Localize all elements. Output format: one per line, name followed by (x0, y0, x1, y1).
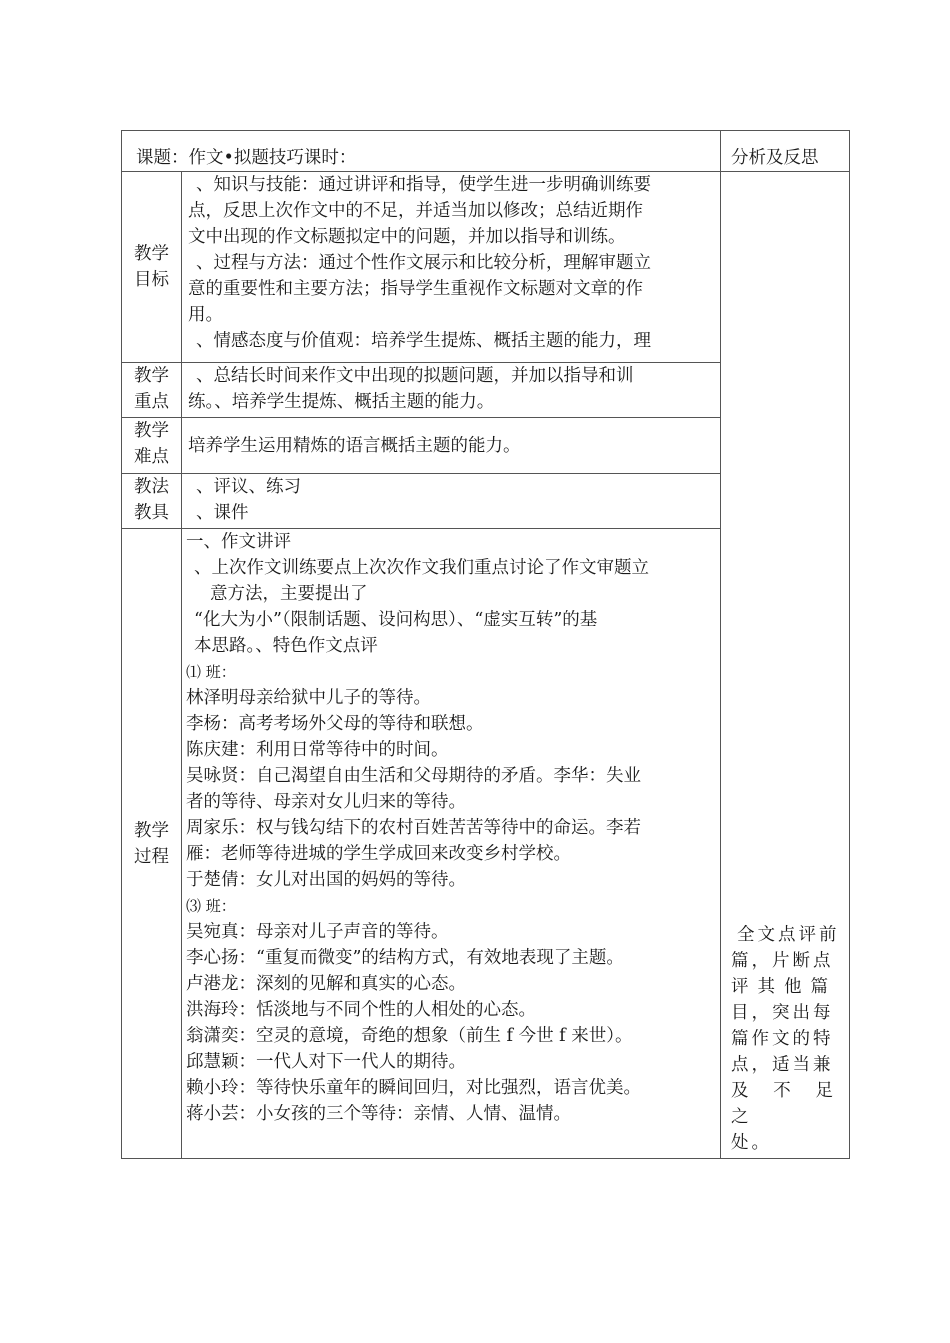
difficulties-text: 培养学生运用精炼的语言概括主题的能力。 (188, 435, 521, 456)
goals-row (122, 172, 850, 363)
class3-item: 卢港龙：深刻的见解和真实的心态。 (186, 974, 466, 994)
goals-label-cell (122, 172, 182, 363)
keypoints-content (182, 363, 721, 418)
lesson-plan-table (121, 130, 850, 1159)
methods-label-line: 教法 (134, 477, 169, 497)
process-label-line: 教学 (134, 820, 169, 841)
analysis-note-line: 篇，片断点 (731, 951, 834, 971)
class1-item: 李杨：高考考场外父母的等待和联想。 (186, 714, 484, 734)
difficulties-label-line: 教学 (134, 421, 169, 441)
keypoints-line: 、总结长时间来作文中出现的拟题问题，并加以指导和训 (196, 366, 634, 386)
analysis-note-line: 处。 (731, 1133, 773, 1153)
process-intro-line: 意方法，主要提出了 (210, 584, 368, 604)
keypoints-label-cell (122, 363, 182, 418)
class1-item: 于楚倩：女儿对出国的妈妈的等待。 (186, 870, 466, 890)
process-label-cell (122, 529, 182, 1159)
process-intro-line: 一、作文讲评 (186, 532, 291, 552)
difficulties-label-line: 难点 (134, 447, 169, 467)
class3-item: 蒋小芸：小女孩的三个等待：亲情、人情、温情。 (186, 1104, 571, 1124)
class1-item: 陈庆建：利用日常等待中的时间。 (186, 740, 449, 760)
difficulties-content (182, 418, 721, 474)
lesson-title: 课题：作文•拟题技巧课时： (136, 148, 357, 168)
keypoints-line: 练。、培养学生提炼、概括主题的能力。 (188, 392, 495, 412)
process-intro-line: “化大为小”（限制话题、设问构思）、“虚实互转”的基 (194, 610, 598, 630)
class3-item: 洪海玲：恬淡地与不同个性的人相处的心态。 (186, 1000, 536, 1020)
class3-item: 邱慧颖：一代人对下一代人的期待。 (186, 1052, 466, 1072)
class3-label: ⑶ 班： (186, 897, 236, 915)
class3-item: 翁潇奕：空灵的意境，奇绝的想象（前生 f 今世 f 来世）。 (186, 1026, 633, 1046)
process-content (182, 529, 721, 1159)
keypoints-label-line: 重点 (134, 392, 169, 412)
class1-item: 者的等待、母亲对女儿归来的等待。 (186, 792, 466, 812)
class1-item: 周家乐：权与钱勾结下的农村百姓苦苦等待中的命运。李若 (186, 818, 641, 838)
analysis-note-line: 篇作文的特 (731, 1029, 834, 1049)
goals-label-line: 目标 (134, 270, 169, 290)
methods-label-line: 教具 (134, 503, 169, 523)
analysis-header-cell (721, 131, 850, 172)
goals-line: 用。 (188, 305, 223, 325)
process-intro-line: 、上次作文训练要点上次次作文我们重点讨论了作文审题立 (194, 558, 649, 578)
class3-item: 吴宛真：母亲对儿子声音的等待。 (186, 922, 449, 942)
class1-item: 吴咏贤：自己渴望自由生活和父母期待的矛盾。李华：失业 (186, 766, 641, 786)
goals-line: 意的重要性和主要方法；指导学生重视作文标题对文章的作 (188, 279, 643, 299)
goals-line: 文中出现的作文标题拟定中的问题，并加以指导和训练。 (188, 227, 626, 247)
goals-line: 、情感态度与价值观：培养学生提炼、概括主题的能力，理 (196, 331, 651, 351)
class1-item: 雁：老师等待进城的学生学成回来改变乡村学校。 (186, 844, 571, 864)
analysis-note-line: 评其他篇 (731, 977, 838, 997)
class3-item: 李心扬：“重复而微变”的结构方式，有效地表现了主题。 (186, 948, 624, 968)
goals-line: 点，反思上次作文中的不足，并适当加以修改；总结近期作 (188, 201, 643, 221)
class1-label: ⑴ 班： (186, 663, 236, 681)
methods-content (182, 474, 721, 529)
analysis-header: 分析及反思 (731, 148, 819, 168)
goals-line: 、过程与方法：通过个性作文展示和比较分析，理解审题立 (196, 253, 651, 273)
class1-item: 林泽明母亲给狱中儿子的等待。 (186, 688, 431, 708)
methods-label-cell (122, 474, 182, 529)
class3-item: 赖小玲：等待快乐童年的瞬间回归，对比强烈，语言优美。 (186, 1078, 641, 1098)
goals-line: 、知识与技能：通过讲评和指导，使学生进一步明确训练要 (196, 175, 651, 195)
analysis-note-line: 及不足之 (731, 1081, 846, 1127)
analysis-note-line: 目，突出每 (731, 1003, 834, 1023)
analysis-note-line: 全文点评前 (737, 925, 840, 945)
analysis-note-line: 点，适当兼 (731, 1055, 834, 1075)
analysis-notes-cell (721, 172, 850, 1159)
goals-label-line: 教学 (134, 244, 169, 264)
methods-line: 、课件 (196, 503, 249, 523)
difficulties-label-cell (122, 418, 182, 474)
methods-line: 、评议、练习 (196, 477, 301, 497)
header-row (122, 131, 850, 172)
lesson-title-cell (122, 131, 721, 172)
keypoints-label-line: 教学 (134, 366, 169, 386)
goals-content (182, 172, 721, 363)
process-intro-line: 本思路。、特色作文点评 (194, 636, 378, 656)
process-label-line: 过程 (134, 846, 169, 867)
